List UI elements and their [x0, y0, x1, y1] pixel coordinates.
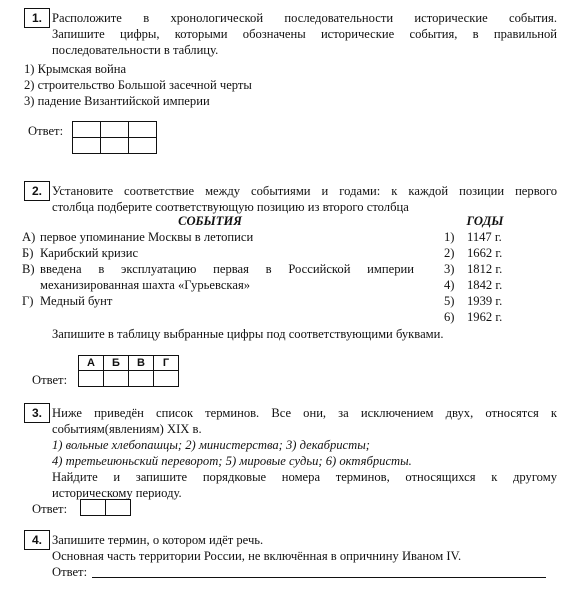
- column-header-years: ГОДЫ: [466, 214, 504, 228]
- year-value: 1962 г.: [467, 310, 503, 324]
- answer-header-g: Г: [154, 356, 179, 371]
- question-1-option-2: 2) строительство Большой засечной черты: [24, 78, 252, 92]
- answer-header-a: А: [79, 356, 104, 371]
- answer-table-q2: [78, 355, 179, 387]
- event-letter: Б): [22, 246, 34, 260]
- answer-cell[interactable]: [106, 500, 131, 516]
- question-number-1: 1.: [24, 8, 50, 28]
- answer-line[interactable]: [92, 576, 546, 578]
- answer-label: Ответ:: [32, 373, 68, 387]
- year-value: 1842 г.: [467, 278, 503, 292]
- question-1-line-1: Расположите в хронологической последовательности исторические события.: [52, 11, 557, 25]
- event-letter: А): [22, 230, 36, 244]
- column-header-events: СОБЫТИЯ: [178, 214, 242, 228]
- year-number: 6): [444, 310, 455, 324]
- year-number: 3): [444, 262, 455, 276]
- event-text: первое упоминание Москвы в летописи: [40, 230, 254, 244]
- event-letter: В): [22, 262, 35, 276]
- question-3-task-1: Найдите и запишите порядковые номера терминов, относящихся к другому: [52, 470, 557, 484]
- question-number-3: 3.: [24, 403, 50, 423]
- question-3-line-1: Ниже приведён список терминов. Все они, за исключением двух, относятся к: [52, 406, 557, 420]
- question-3-terms-1: 1) вольные хлебопашцы; 2) министерства; 3) декабристы;: [52, 438, 370, 452]
- question-3-task-2: историческому периоду.: [52, 486, 182, 500]
- event-text: введена в эксплуатацию первая в Российской империи: [40, 262, 414, 276]
- year-number: 5): [444, 294, 455, 308]
- answer-table-q1: [72, 121, 157, 154]
- answer-cell[interactable]: [73, 122, 101, 138]
- answer-cell[interactable]: [101, 138, 129, 154]
- question-4-line-1: Запишите термин, о котором идёт речь.: [52, 533, 264, 547]
- question-4-line-2: Основная часть территории России, не включённая в опричнину Иваном IV.: [52, 549, 462, 563]
- answer-table-q3: [80, 499, 131, 516]
- question-3-line-2: событиям(явлениям) XIX в.: [52, 422, 202, 436]
- answer-cell[interactable]: [73, 138, 101, 154]
- question-number-4: 4.: [24, 530, 50, 550]
- answer-header-b: Б: [104, 356, 129, 371]
- event-text: Карибский кризис: [40, 246, 139, 260]
- answer-header-v: В: [129, 356, 154, 371]
- year-number: 1): [444, 230, 455, 244]
- question-1-line-3: последовательности в таблицу.: [52, 43, 219, 57]
- question-1-option-3: 3) падение Византийской империи: [24, 94, 210, 108]
- answer-cell[interactable]: [129, 371, 154, 387]
- question-1-line-2: Запишите цифры, которыми обозначены исторические события, в правильной: [52, 27, 557, 41]
- year-value: 1662 г.: [467, 246, 503, 260]
- question-2-line-2: столбца подберите соответствующую позицию из второго столбца: [52, 200, 409, 214]
- question-2-instruction: Запишите в таблицу выбранные цифры под соответствующими буквами.: [52, 327, 444, 341]
- event-text-continued: механизированная шахта «Гурьевская»: [40, 278, 251, 292]
- event-letter: Г): [22, 294, 34, 308]
- question-number-2: 2.: [24, 181, 50, 201]
- answer-cell[interactable]: [104, 371, 129, 387]
- answer-cell[interactable]: [129, 138, 157, 154]
- year-number: 4): [444, 278, 455, 292]
- year-value: 1147 г.: [467, 230, 502, 244]
- question-3-terms-2: 4) третьеиюньский переворот; 5) мировые судьи; 6) октябристы.: [52, 454, 412, 468]
- answer-cell[interactable]: [129, 122, 157, 138]
- year-value: 1939 г.: [467, 294, 503, 308]
- answer-cell[interactable]: [81, 500, 106, 516]
- answer-cell[interactable]: [79, 371, 104, 387]
- year-number: 2): [444, 246, 455, 260]
- event-text: Медный бунт: [40, 294, 113, 308]
- answer-label: Ответ:: [28, 124, 64, 138]
- answer-label: Ответ:: [52, 565, 88, 579]
- question-2-line-1: Установите соответствие между событиями и годами: к каждой позиции первого: [52, 184, 557, 198]
- question-1-option-1: 1) Крымская война: [24, 62, 127, 76]
- answer-cell[interactable]: [101, 122, 129, 138]
- year-value: 1812 г.: [467, 262, 503, 276]
- answer-label: Ответ:: [32, 502, 68, 516]
- answer-cell[interactable]: [154, 371, 179, 387]
